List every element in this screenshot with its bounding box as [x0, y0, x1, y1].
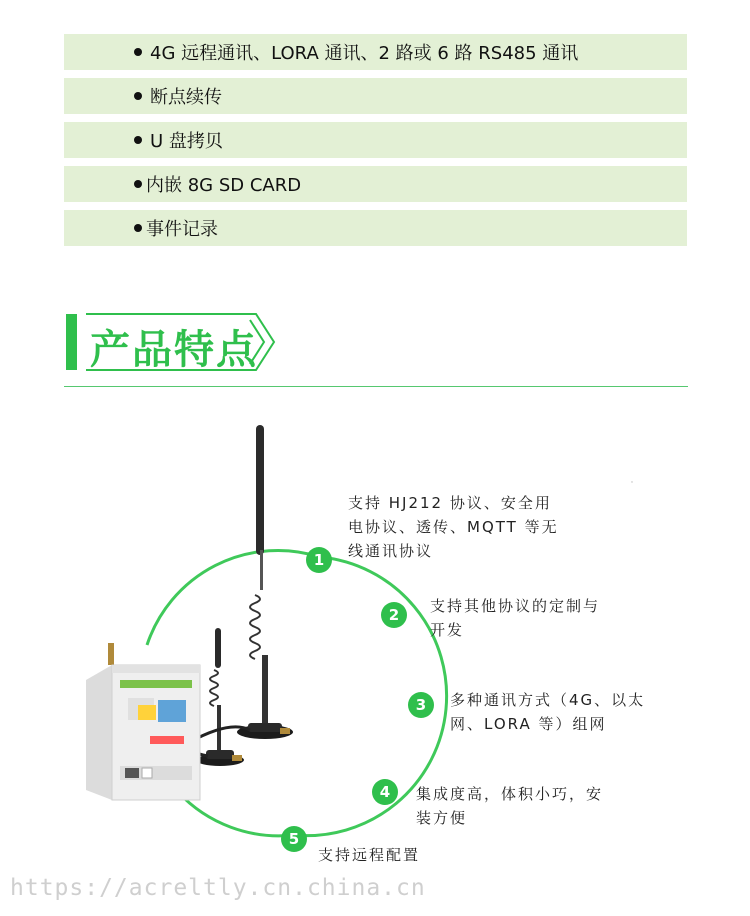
bullet-icon — [134, 48, 142, 56]
feature-point-1 — [348, 491, 559, 563]
feature-line: 支持 HJ212 协议、安全用 — [348, 494, 552, 512]
feature-item — [64, 78, 687, 114]
feature-text: 事件记录 — [146, 219, 218, 240]
feature-diagram — [0, 390, 750, 916]
feature-line: 线通讯协议 — [348, 542, 434, 560]
feature-item — [64, 122, 687, 158]
feature-line: 支持远程配置 — [318, 846, 421, 864]
section-header — [64, 312, 688, 388]
badge-3: 3 — [408, 692, 434, 718]
feature-line: 开发 — [430, 621, 465, 639]
badge-4: 4 — [372, 779, 398, 805]
feature-line: 电协议、透传、MQTT 等无 — [348, 518, 559, 536]
feature-line: 集成度高，体积小巧，安 — [416, 785, 604, 803]
section-title: 产品特点 — [90, 327, 258, 373]
section-divider — [64, 386, 688, 387]
feature-text: U 盘拷贝 — [150, 131, 223, 152]
badge-2: 2 — [381, 602, 407, 628]
badge-1: 1 — [306, 547, 332, 573]
tall-antenna — [237, 425, 293, 739]
badge-5: 5 — [281, 826, 307, 852]
circle-arc — [147, 550, 320, 645]
feature-list — [64, 34, 687, 254]
feature-text: 内嵌 8G SD CARD — [146, 175, 302, 196]
device-illustration — [0, 390, 750, 916]
feature-line: 网、LORA 等）组网 — [450, 715, 607, 733]
bullet-icon — [134, 136, 142, 144]
bullet-icon — [134, 224, 142, 232]
watermark: https://acreltly.cn.china.cn — [10, 875, 426, 901]
gateway-device — [86, 643, 200, 800]
feature-point-4 — [416, 782, 603, 830]
feature-item — [64, 34, 687, 70]
feature-item — [64, 210, 687, 246]
feature-line: 装方便 — [416, 809, 468, 827]
feature-point-3 — [450, 688, 645, 736]
short-antenna — [196, 628, 244, 766]
feature-line: 支持其他协议的定制与 — [430, 597, 601, 615]
feature-line: 多种通讯方式（4G、以太 — [450, 691, 646, 709]
feature-text: 断点续传 — [150, 87, 222, 108]
bullet-icon — [134, 180, 142, 188]
bullet-icon — [134, 92, 142, 100]
feature-point-5 — [318, 843, 420, 867]
feature-point-2 — [430, 594, 600, 642]
feature-text: 4G 远程通讯、LORA 通讯、2 路或 6 路 RS485 通讯 — [150, 43, 579, 64]
section-accent-bar — [66, 314, 77, 370]
feature-item — [64, 166, 687, 202]
